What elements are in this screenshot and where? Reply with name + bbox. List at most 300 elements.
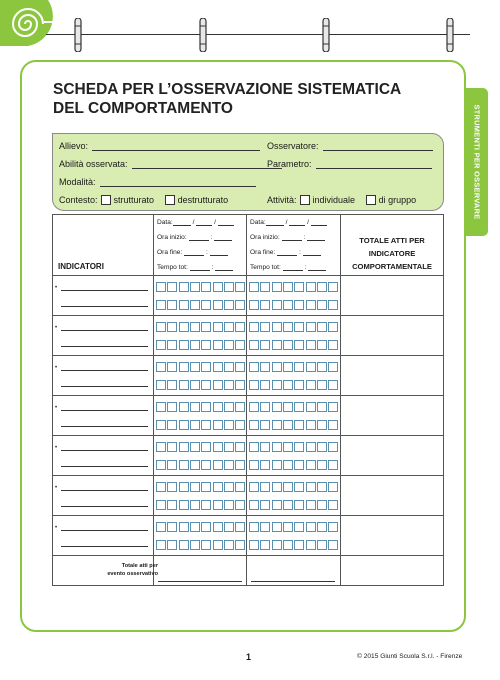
title-line-1: SCHEDA PER L’OSSERVAZIONE SISTEMATICA (53, 81, 402, 98)
tally-checkbox[interactable] (317, 460, 327, 470)
tally-checkbox[interactable] (328, 282, 338, 292)
tally-checkbox[interactable] (179, 300, 189, 310)
indicator-line[interactable] (61, 426, 148, 427)
tally-checkbox[interactable] (272, 402, 282, 412)
tally-checkbox[interactable] (283, 522, 293, 532)
data-label: Data: (157, 219, 173, 226)
osservatore-label: Osservatore: (267, 141, 319, 151)
indicator-line[interactable] (61, 346, 148, 347)
tally-checkbox[interactable] (260, 482, 270, 492)
tally-checkbox[interactable] (272, 362, 282, 372)
tally-checkbox[interactable] (283, 420, 293, 430)
tally-checkbox[interactable] (156, 340, 166, 350)
tally-checkbox[interactable] (235, 300, 245, 310)
tally-checkbox[interactable] (283, 442, 293, 452)
tally-checkbox[interactable] (294, 340, 304, 350)
tally-checkbox[interactable] (224, 282, 234, 292)
tally-checkbox[interactable] (272, 340, 282, 350)
tally-checkbox[interactable] (201, 362, 211, 372)
title-line-2: DEL COMPORTAMENTO (53, 100, 233, 117)
tally-checkbox[interactable] (249, 402, 259, 412)
individuale-checkbox[interactable] (300, 195, 310, 205)
tally-checkbox[interactable] (317, 522, 327, 532)
tally-checkbox[interactable] (167, 300, 177, 310)
tally-checkbox[interactable] (179, 420, 189, 430)
tally-checkbox[interactable] (179, 442, 189, 452)
tally-checkbox[interactable] (306, 500, 316, 510)
tally-checkbox[interactable] (213, 442, 223, 452)
tally-checkbox[interactable] (306, 380, 316, 390)
tally-checkbox[interactable] (272, 460, 282, 470)
tally-checkbox[interactable] (294, 300, 304, 310)
parametro-label: Parametro: (267, 159, 312, 169)
table-row (52, 516, 444, 556)
tally-checkbox[interactable] (213, 522, 223, 532)
tally-checkbox[interactable] (190, 402, 200, 412)
tally-checkbox[interactable] (249, 362, 259, 372)
tally-checkbox[interactable] (235, 482, 245, 492)
tally-checkbox[interactable] (249, 300, 259, 310)
tally-checkbox[interactable] (317, 282, 327, 292)
indicator-line[interactable] (61, 546, 148, 547)
tally-checkbox[interactable] (224, 362, 234, 372)
tally-checkbox[interactable] (272, 322, 282, 332)
tally-checkbox[interactable] (167, 460, 177, 470)
tally-checkbox[interactable] (260, 420, 270, 430)
tally-checkbox[interactable] (224, 340, 234, 350)
tally-checkbox[interactable] (167, 322, 177, 332)
tally-checkbox[interactable] (213, 300, 223, 310)
tally-checkbox[interactable] (213, 460, 223, 470)
tally-checkbox[interactable] (167, 420, 177, 430)
tally-checkbox[interactable] (328, 442, 338, 452)
tally-checkbox[interactable] (306, 362, 316, 372)
di-gruppo-label: di gruppo (378, 195, 417, 205)
indicator-line[interactable] (61, 466, 148, 467)
parametro-line[interactable] (316, 160, 432, 169)
indicator-line[interactable] (61, 490, 148, 491)
tally-checkbox[interactable] (235, 282, 245, 292)
osservatore-field[interactable] (267, 141, 433, 151)
contesto-label: Contesto: (59, 195, 98, 205)
tempo-tot-label: Tempo tot: (250, 264, 281, 271)
tally-checkbox[interactable] (235, 322, 245, 332)
tally-checkbox[interactable] (328, 500, 338, 510)
binder-ring-icon (320, 18, 332, 52)
osservatore-line[interactable] (323, 142, 433, 151)
tally-checkbox[interactable] (156, 482, 166, 492)
tally-checkbox[interactable] (190, 442, 200, 452)
tally-checkbox[interactable] (272, 482, 282, 492)
tally-checkbox[interactable] (260, 500, 270, 510)
tally-checkbox[interactable] (272, 522, 282, 532)
destrutturato-label: destrutturato (177, 195, 229, 205)
tally-checkbox[interactable] (283, 402, 293, 412)
destrutturato-checkbox[interactable] (165, 195, 175, 205)
tally-checkbox[interactable] (294, 500, 304, 510)
tally-checkbox[interactable] (294, 380, 304, 390)
tally-checkbox[interactable] (328, 340, 338, 350)
tally-checkbox[interactable] (167, 442, 177, 452)
tally-checkbox[interactable] (179, 522, 189, 532)
tally-checkbox[interactable] (260, 540, 270, 550)
modalita-field[interactable] (59, 177, 256, 187)
tally-checkbox[interactable] (167, 540, 177, 550)
indicator-line[interactable] (61, 506, 148, 507)
indicator-line[interactable] (61, 306, 148, 307)
tally-checkbox[interactable] (213, 322, 223, 332)
tally-checkbox[interactable] (179, 500, 189, 510)
tally-checkbox[interactable] (201, 300, 211, 310)
tally-checkbox[interactable] (249, 380, 259, 390)
tally-checkbox[interactable] (272, 500, 282, 510)
tally-checkbox[interactable] (235, 402, 245, 412)
tally-checkbox[interactable] (167, 522, 177, 532)
tally-checkbox[interactable] (272, 380, 282, 390)
tally-checkbox[interactable] (224, 380, 234, 390)
tally-checkbox[interactable] (190, 362, 200, 372)
tally-checkbox[interactable] (272, 420, 282, 430)
bullet-icon: • (55, 405, 58, 411)
tally-checkbox[interactable] (167, 482, 177, 492)
tally-checkbox[interactable] (283, 300, 293, 310)
tally-checkbox[interactable] (167, 282, 177, 292)
table-row (52, 436, 444, 476)
strutturato-label: strutturato (113, 195, 155, 205)
tally-checkbox[interactable] (224, 460, 234, 470)
tally-checkbox[interactable] (260, 460, 270, 470)
ora-inizio-label: Ora inizio: (250, 234, 280, 241)
tally-checkbox[interactable] (167, 362, 177, 372)
tally-checkbox[interactable] (235, 442, 245, 452)
session-2-total-line[interactable] (251, 581, 335, 582)
tally-checkbox[interactable] (328, 482, 338, 492)
tally-checkbox[interactable] (190, 540, 200, 550)
tally-checkbox[interactable] (201, 522, 211, 532)
tally-checkbox[interactable] (294, 322, 304, 332)
tally-checkbox[interactable] (167, 380, 177, 390)
tally-checkbox[interactable] (306, 420, 316, 430)
tally-checkbox[interactable] (213, 402, 223, 412)
tally-checkbox[interactable] (283, 540, 293, 550)
tally-checkbox[interactable] (260, 300, 270, 310)
tally-checkbox[interactable] (294, 482, 304, 492)
allievo-line[interactable] (92, 142, 260, 151)
contesto-field (59, 195, 228, 205)
strutturato-checkbox[interactable] (101, 195, 111, 205)
tally-checkbox[interactable] (328, 420, 338, 430)
tally-checkbox[interactable] (249, 340, 259, 350)
tally-checkbox[interactable] (260, 322, 270, 332)
table-row (52, 396, 444, 436)
tally-checkbox[interactable] (235, 340, 245, 350)
tally-checkbox[interactable] (317, 300, 327, 310)
indicator-line[interactable] (61, 370, 148, 371)
tally-checkbox[interactable] (328, 522, 338, 532)
tally-checkbox[interactable] (306, 460, 316, 470)
tally-checkbox[interactable] (260, 380, 270, 390)
tally-checkbox[interactable] (328, 322, 338, 332)
tally-checkbox[interactable] (283, 460, 293, 470)
tally-checkbox[interactable] (283, 482, 293, 492)
tally-checkbox[interactable] (190, 460, 200, 470)
tally-checkbox[interactable] (224, 482, 234, 492)
indicator-line[interactable] (61, 410, 148, 411)
tally-checkbox[interactable] (190, 522, 200, 532)
bullet-icon: • (55, 325, 58, 331)
tally-checkbox[interactable] (294, 402, 304, 412)
tally-checkbox[interactable] (224, 420, 234, 430)
tally-checkbox[interactable] (190, 380, 200, 390)
abilita-line[interactable] (132, 160, 282, 169)
tally-checkbox[interactable] (283, 500, 293, 510)
allievo-label: Allievo: (59, 141, 89, 151)
tally-checkbox[interactable] (201, 460, 211, 470)
tally-checkbox[interactable] (179, 482, 189, 492)
tally-checkbox[interactable] (235, 522, 245, 532)
totale-header (342, 234, 442, 273)
tally-checkbox[interactable] (224, 540, 234, 550)
tally-checkbox[interactable] (213, 362, 223, 372)
tally-checkbox[interactable] (272, 282, 282, 292)
totale-evento-label (58, 562, 158, 578)
tally-checkbox[interactable] (283, 362, 293, 372)
tally-checkbox[interactable] (156, 380, 166, 390)
tally-checkbox[interactable] (156, 540, 166, 550)
tally-checkbox[interactable] (190, 322, 200, 332)
tally-checkbox[interactable] (317, 362, 327, 372)
tally-checkbox[interactable] (317, 322, 327, 332)
tally-checkbox[interactable] (283, 340, 293, 350)
tally-checkbox[interactable] (317, 442, 327, 452)
tally-checkbox[interactable] (201, 500, 211, 510)
tally-checkbox[interactable] (201, 340, 211, 350)
tally-checkbox[interactable] (224, 300, 234, 310)
tally-checkbox[interactable] (306, 482, 316, 492)
totale-line-1: TOTALE ATTI PER (359, 236, 425, 245)
tally-checkbox[interactable] (272, 442, 282, 452)
tally-checkbox[interactable] (328, 362, 338, 372)
tally-checkbox[interactable] (179, 540, 189, 550)
tally-checkbox[interactable] (167, 340, 177, 350)
tally-checkbox[interactable] (156, 500, 166, 510)
data-label: Data: (250, 219, 266, 226)
tally-checkbox[interactable] (272, 300, 282, 310)
tally-checkbox[interactable] (224, 402, 234, 412)
tally-checkbox[interactable] (201, 380, 211, 390)
tally-checkbox[interactable] (249, 460, 259, 470)
indicator-line[interactable] (61, 386, 148, 387)
page-title (53, 80, 413, 118)
tally-checkbox[interactable] (249, 282, 259, 292)
tally-checkbox[interactable] (213, 340, 223, 350)
ora-inizio-label: Ora inizio: (157, 234, 187, 241)
parametro-field[interactable] (267, 159, 432, 169)
tally-checkbox[interactable] (179, 380, 189, 390)
tally-checkbox[interactable] (260, 442, 270, 452)
tally-checkbox[interactable] (224, 522, 234, 532)
tally-checkbox[interactable] (283, 322, 293, 332)
tally-checkbox[interactable] (249, 540, 259, 550)
session-1-info: Data: / / Ora inizio: : Ora fine: : Tempo tot: : (157, 218, 234, 278)
attivita-field (267, 195, 416, 205)
session-1-total-line[interactable] (158, 581, 242, 582)
tally-checkbox[interactable] (328, 460, 338, 470)
tally-checkbox[interactable] (317, 380, 327, 390)
tally-checkbox[interactable] (190, 500, 200, 510)
tally-checkbox[interactable] (224, 442, 234, 452)
tally-checkbox[interactable] (213, 282, 223, 292)
tally-checkbox[interactable] (317, 420, 327, 430)
tally-checkbox[interactable] (224, 500, 234, 510)
tally-checkbox[interactable] (249, 522, 259, 532)
abilita-field[interactable] (59, 159, 282, 169)
indicator-line[interactable] (61, 290, 148, 291)
bullet-icon: • (55, 485, 58, 491)
tally-checkbox[interactable] (249, 442, 259, 452)
tally-checkbox[interactable] (294, 540, 304, 550)
tally-checkbox[interactable] (179, 282, 189, 292)
tally-checkbox[interactable] (213, 420, 223, 430)
table-row (52, 356, 444, 396)
tally-checkbox[interactable] (167, 402, 177, 412)
tally-checkbox[interactable] (156, 282, 166, 292)
session-2-info: Data: / / Ora inizio: : Ora fine: : Tempo tot: : (250, 218, 327, 278)
tally-checkbox[interactable] (328, 300, 338, 310)
tally-checkbox[interactable] (317, 402, 327, 412)
tally-checkbox[interactable] (156, 442, 166, 452)
tally-checkbox[interactable] (235, 460, 245, 470)
tally-checkbox[interactable] (190, 300, 200, 310)
allievo-field[interactable] (59, 141, 260, 151)
tally-checkbox[interactable] (179, 322, 189, 332)
tally-checkbox[interactable] (224, 322, 234, 332)
tally-checkbox[interactable] (328, 402, 338, 412)
tally-checkbox[interactable] (260, 522, 270, 532)
bullet-icon: • (55, 525, 58, 531)
tally-checkbox[interactable] (260, 282, 270, 292)
tally-checkbox[interactable] (201, 442, 211, 452)
tally-checkbox[interactable] (213, 380, 223, 390)
tally-checkbox[interactable] (235, 362, 245, 372)
tally-checkbox[interactable] (190, 482, 200, 492)
tempo-tot-label: Tempo tot: (157, 264, 188, 271)
tally-checkbox[interactable] (156, 362, 166, 372)
bullet-icon: • (55, 445, 58, 451)
attivita-label: Attività: (267, 195, 297, 205)
tally-checkbox[interactable] (179, 402, 189, 412)
tally-checkbox[interactable] (317, 500, 327, 510)
tally-checkbox[interactable] (306, 282, 316, 292)
tally-checkbox[interactable] (213, 540, 223, 550)
ora-fine-label: Ora fine: (157, 249, 183, 256)
tally-checkbox[interactable] (306, 322, 316, 332)
tally-checkbox[interactable] (317, 540, 327, 550)
tally-checkbox[interactable] (190, 420, 200, 430)
tally-checkbox[interactable] (306, 300, 316, 310)
tally-checkbox[interactable] (306, 540, 316, 550)
tally-checkbox[interactable] (201, 420, 211, 430)
tally-checkbox[interactable] (317, 482, 327, 492)
tally-checkbox[interactable] (201, 322, 211, 332)
tally-checkbox[interactable] (260, 402, 270, 412)
table-row (52, 276, 444, 316)
side-tab (466, 88, 488, 236)
tally-checkbox[interactable] (294, 460, 304, 470)
ora-fine-label: Ora fine: (250, 249, 276, 256)
tally-checkbox[interactable] (283, 380, 293, 390)
indicator-line[interactable] (61, 450, 148, 451)
student-info-box (52, 133, 444, 211)
tally-checkbox[interactable] (235, 540, 245, 550)
tally-checkbox[interactable] (328, 380, 338, 390)
tally-checkbox[interactable] (156, 322, 166, 332)
tally-checkbox[interactable] (249, 500, 259, 510)
tally-checkbox[interactable] (235, 500, 245, 510)
tally-checkbox[interactable] (179, 340, 189, 350)
tally-checkbox[interactable] (306, 522, 316, 532)
tally-checkbox[interactable] (156, 420, 166, 430)
tally-checkbox[interactable] (249, 482, 259, 492)
tally-checkbox[interactable] (179, 460, 189, 470)
tally-checkbox[interactable] (235, 380, 245, 390)
individuale-label: individuale (312, 195, 356, 205)
tally-checkbox[interactable] (156, 300, 166, 310)
tally-checkbox[interactable] (294, 442, 304, 452)
di-gruppo-checkbox[interactable] (366, 195, 376, 205)
tally-checkbox[interactable] (235, 420, 245, 430)
tally-checkbox[interactable] (306, 442, 316, 452)
tally-checkbox[interactable] (156, 460, 166, 470)
tally-checkbox[interactable] (201, 282, 211, 292)
side-tab-label: STRUMENTI PER OSSERVARE (472, 104, 482, 220)
observation-table (52, 214, 444, 586)
tally-checkbox[interactable] (190, 340, 200, 350)
tally-checkbox[interactable] (213, 482, 223, 492)
tally-checkbox[interactable] (317, 340, 327, 350)
tally-checkbox[interactable] (201, 402, 211, 412)
tally-checkbox[interactable] (283, 282, 293, 292)
tally-checkbox[interactable] (201, 482, 211, 492)
tally-checkbox[interactable] (328, 540, 338, 550)
tally-checkbox[interactable] (294, 362, 304, 372)
table-border (52, 585, 444, 586)
tally-checkbox[interactable] (190, 282, 200, 292)
tally-checkbox[interactable] (294, 282, 304, 292)
tally-checkbox[interactable] (156, 402, 166, 412)
tally-checkbox[interactable] (213, 500, 223, 510)
tally-checkbox[interactable] (156, 522, 166, 532)
indicator-line[interactable] (61, 330, 148, 331)
modalita-label: Modalità: (59, 177, 96, 187)
tally-checkbox[interactable] (294, 420, 304, 430)
tally-checkbox[interactable] (167, 500, 177, 510)
indicator-line[interactable] (61, 530, 148, 531)
tally-checkbox[interactable] (306, 340, 316, 350)
tally-checkbox[interactable] (272, 540, 282, 550)
tally-checkbox[interactable] (249, 322, 259, 332)
totale-line-3: COMPORTAMENTALE (352, 262, 432, 271)
modalita-line[interactable] (100, 178, 256, 187)
tally-checkbox[interactable] (179, 362, 189, 372)
tally-checkbox[interactable] (249, 420, 259, 430)
tally-checkbox[interactable] (201, 540, 211, 550)
tally-checkbox[interactable] (294, 522, 304, 532)
tally-checkbox[interactable] (306, 402, 316, 412)
abilita-label: Abilità osservata: (59, 159, 128, 169)
tally-checkbox[interactable] (260, 362, 270, 372)
tally-checkbox[interactable] (260, 340, 270, 350)
